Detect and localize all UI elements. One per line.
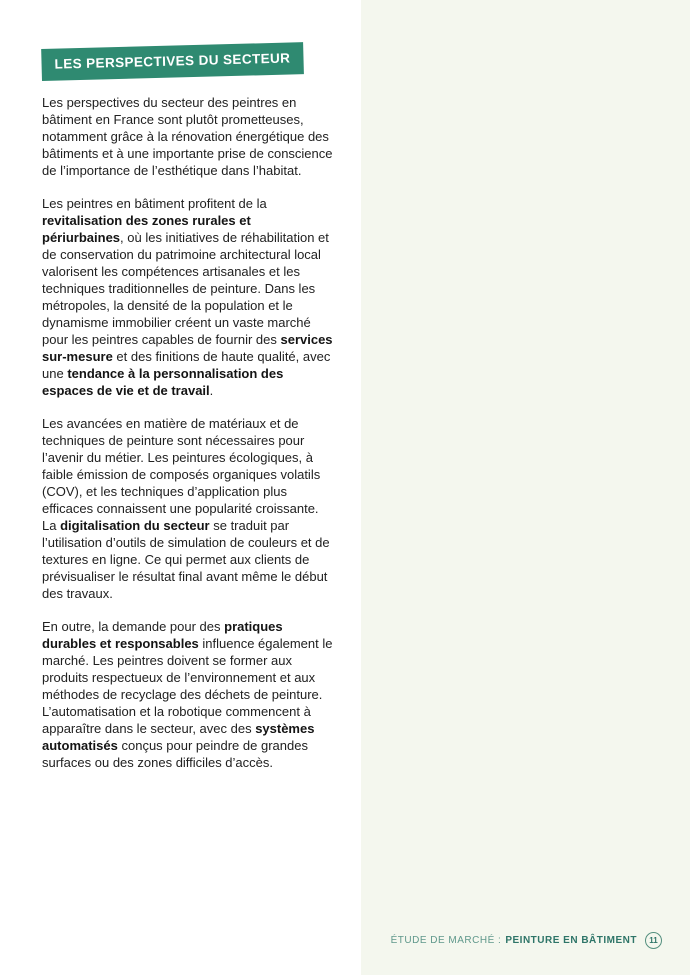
text-segment: Les peintres en bâtiment profitent de la (42, 196, 267, 211)
paragraph (42, 618, 336, 771)
text-segment: influence également le marché. Les peintres doivent se former aux produits respectueux de l’environnement et aux méthodes de recyclage des déchets de peinture. L’automatisation et la robotique commencent à apparaître dans le secteur, avec des (42, 636, 333, 736)
footer-doc-subject: PEINTURE EN BÂTIMENT (505, 935, 637, 946)
text-segment: conçus pour peindre de grandes surfaces ou des zones difficiles d’accès. (42, 738, 308, 770)
section-title-badge (41, 42, 304, 81)
side-background-panel (361, 0, 690, 975)
page-number-badge (645, 932, 662, 949)
text-segment: En outre, la demande pour des (42, 619, 225, 634)
text-segment: . (209, 383, 214, 398)
text-segment-bold: revitalisation des zones rurales et périurbaines (42, 213, 251, 245)
text-segment-bold: services sur-mesure (42, 332, 333, 364)
text-segment-bold: digitalisation du secteur (60, 518, 210, 533)
paragraph (42, 195, 336, 399)
page-number: 11 (649, 936, 658, 945)
text-segment: , où les initiatives de réhabilitation et de conservation du patrimoine architectural local valorisent les compétences artisanales et les techniques traditionnelles de peinture. Dans les métropoles, la densité de la population et le dynamisme immobilier créent un vaste marché pour les peintres capables de fournir des (42, 230, 329, 347)
text-segment: Les avancées en matière de matériaux et de techniques de peinture sont nécessaires pour l’avenir du métier. Les peintures écologiques, à faible émission de composés organiques volatils (COV), et les techniques d’application plus efficaces connaissent une popularité croissante. La (42, 416, 321, 533)
text-segment-bold: pratiques durables et responsables (42, 619, 283, 651)
text-segment-bold: tendance à la personnalisation des espaces de vie et de travail (42, 366, 284, 398)
text-segment: et des finitions de haute qualité, avec une (42, 349, 331, 381)
paragraph (42, 94, 336, 179)
article-content (42, 49, 336, 787)
paragraph (42, 415, 336, 602)
text-segment: se traduit par l’utilisation d’outils de simulation de couleurs et de textures en ligne. Ce qui permet aux clients de prévisualiser le résultat final avant même le début des travaux. (42, 518, 330, 601)
text-segment: Les perspectives du secteur des peintres en bâtiment en France sont plutôt prometteuses, notamment grâce à la rénovation énergétique des bâtiments et à une importante prise de conscience de l’importance de l’esthétique dans l’habitat. (42, 95, 333, 178)
section-title: LES PERSPECTIVES DU SECTEUR (54, 50, 291, 72)
page-footer (391, 932, 662, 949)
text-segment-bold: systèmes automatisés (42, 721, 315, 753)
footer-doc-type: ÉTUDE DE MARCHÉ : (390, 935, 502, 946)
